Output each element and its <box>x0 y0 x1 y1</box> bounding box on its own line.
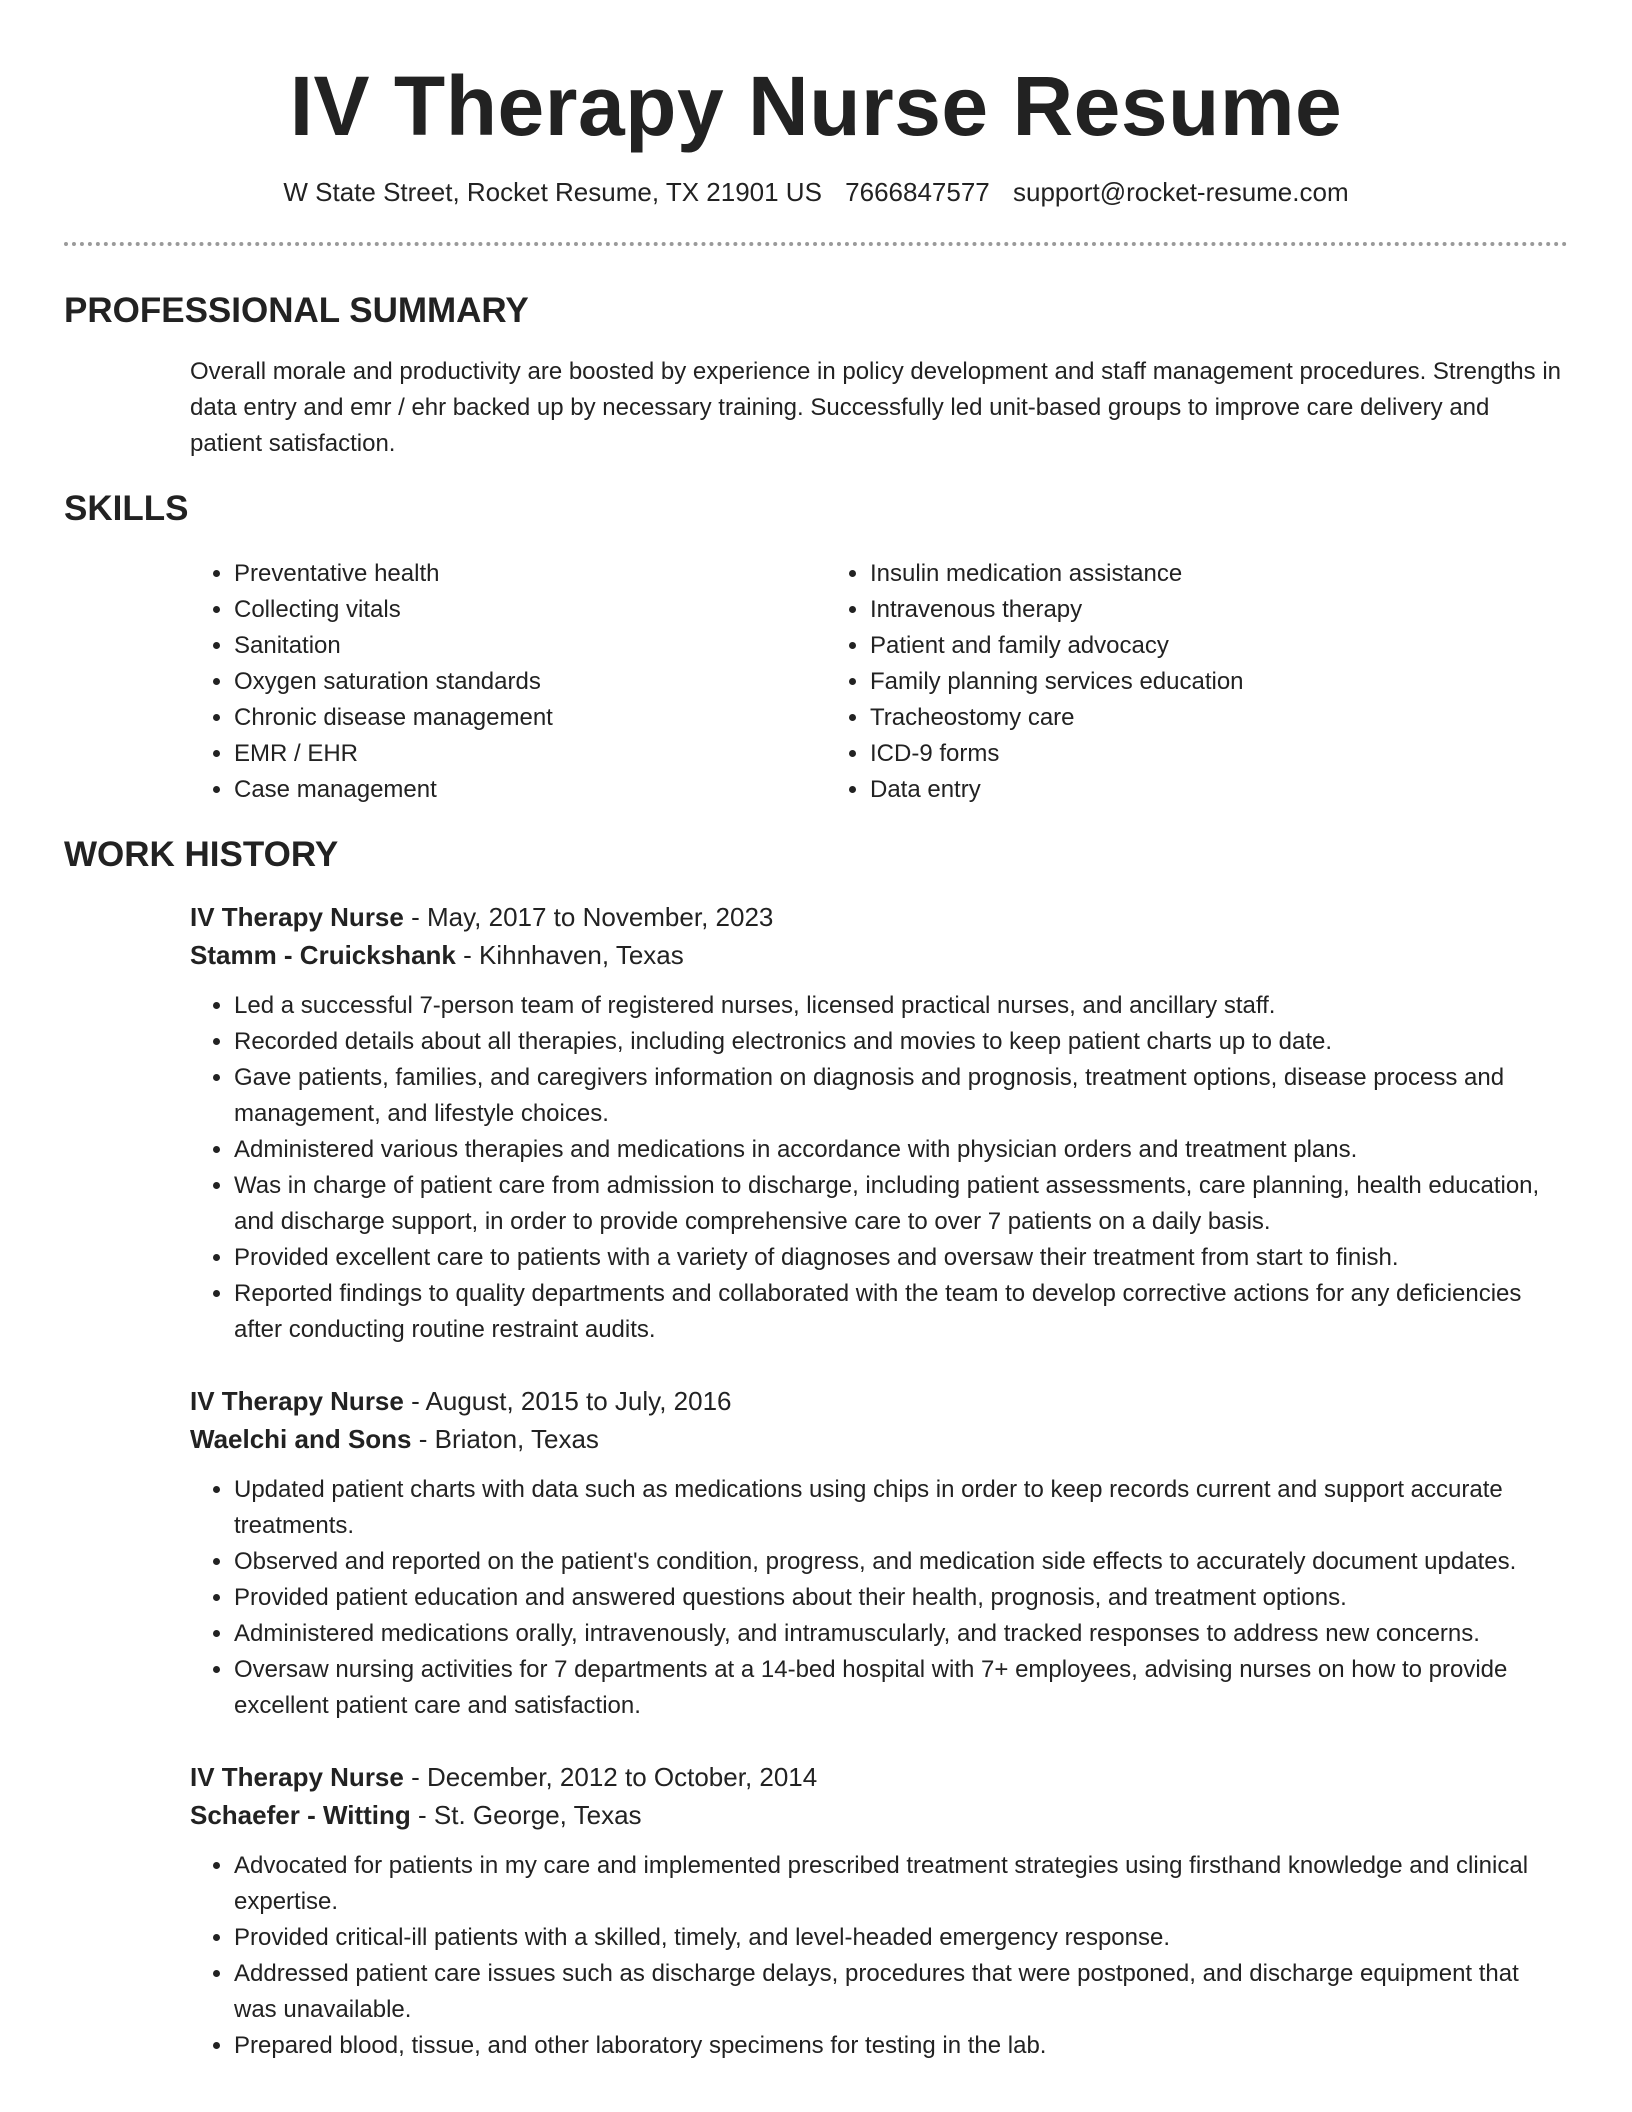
skills-list <box>190 556 1568 808</box>
job-entry <box>190 1758 1568 2064</box>
job-bullet: • Administered medications orally, intravenously, and intramuscularly, and tracked responses to address new concerns. <box>234 1616 1568 1652</box>
job-location: - St. George, Texas <box>418 1800 642 1830</box>
contact-address: W State Street, Rocket Resume, TX 21901 US <box>283 177 822 207</box>
skill-item: • Data entry <box>870 772 1568 808</box>
job-title: IV Therapy Nurse <box>190 902 404 932</box>
skills-column-right <box>826 556 1568 808</box>
skill-item: • ICD-9 forms <box>870 736 1568 772</box>
job-company: Waelchi and Sons <box>190 1424 412 1454</box>
skill-item: • Patient and family advocacy <box>870 628 1568 664</box>
job-bullets <box>190 1472 1568 1724</box>
job-bullet: • Prepared blood, tissue, and other laboratory specimens for testing in the lab. <box>234 2028 1568 2064</box>
job-bullet: • Provided patient education and answered questions about their health, prognosis, and treatment options. <box>234 1580 1568 1616</box>
skill-item: • Case management <box>234 772 826 808</box>
job-bullet: • Was in charge of patient care from admission to discharge, including patient assessments, care planning, health education, and discharge support, in order to provide comprehensive care to over 7 patients on a daily basis. <box>234 1168 1568 1240</box>
contact-phone: 7666847577 <box>845 177 990 207</box>
job-bullets <box>190 1848 1568 2064</box>
job-title: IV Therapy Nurse <box>190 1386 404 1416</box>
skill-item: • Preventative health <box>234 556 826 592</box>
job-company: Schaefer - Witting <box>190 1800 411 1830</box>
summary-heading: PROFESSIONAL SUMMARY <box>64 291 529 330</box>
job-dates: - December, 2012 to October, 2014 <box>411 1762 818 1792</box>
header-divider <box>64 242 1568 246</box>
skill-item: • Insulin medication assistance <box>870 556 1568 592</box>
job-bullet: • Recorded details about all therapies, including electronics and movies to keep patient charts up to date. <box>234 1024 1568 1060</box>
job-entry <box>190 1382 1568 1724</box>
job-title: IV Therapy Nurse <box>190 1762 404 1792</box>
contact-line <box>64 176 1568 208</box>
job-dates: - May, 2017 to November, 2023 <box>411 902 774 932</box>
job-company-line <box>190 1420 1568 1458</box>
skill-item: • Tracheostomy care <box>870 700 1568 736</box>
skill-item: • Oxygen saturation standards <box>234 664 826 700</box>
job-bullet: • Provided excellent care to patients with a variety of diagnoses and oversaw their treatment from start to finish. <box>234 1240 1568 1276</box>
job-bullet: • Reported findings to quality departments and collaborated with the team to develop corrective actions for any deficiencies after conducting routine restraint audits. <box>234 1276 1568 1348</box>
job-location: - Kihnhaven, Texas <box>463 940 684 970</box>
job-bullet: • Updated patient charts with data such as medications using chips in order to keep records current and support accurate treatments. <box>234 1472 1568 1544</box>
job-bullet: • Addressed patient care issues such as discharge delays, procedures that were postponed, and discharge equipment that was unavailable. <box>234 1956 1568 2028</box>
summary-text: Overall morale and productivity are boosted by experience in policy development and staff management procedures. Strengths in data entry and emr / ehr backed up by necessary training. Successfully led unit-based groups to improve care delivery and patient satisfaction. <box>190 358 1561 457</box>
job-bullet: • Advocated for patients in my care and implemented prescribed treatment strategies using firsthand knowledge and clinical expertise. <box>234 1848 1568 1920</box>
job-bullet: • Administered various therapies and medications in accordance with physician orders and treatment plans. <box>234 1132 1568 1168</box>
job-bullet: • Observed and reported on the patient's condition, progress, and medication side effects to accurately document updates. <box>234 1544 1568 1580</box>
job-title-line <box>190 898 1568 936</box>
job-bullet: • Gave patients, families, and caregivers information on diagnosis and prognosis, treatment options, disease process and management, and lifestyle choices. <box>234 1060 1568 1132</box>
job-company-line <box>190 1796 1568 1834</box>
skills-heading: SKILLS <box>64 489 189 528</box>
skill-item: • Chronic disease management <box>234 700 826 736</box>
skill-item: • Family planning services education <box>870 664 1568 700</box>
job-bullets <box>190 988 1568 1348</box>
job-bullet: • Provided critical-ill patients with a skilled, timely, and level-headed emergency response. <box>234 1920 1568 1956</box>
skill-item: • Collecting vitals <box>234 592 826 628</box>
work-history-heading: WORK HISTORY <box>64 835 339 874</box>
job-company: Stamm - Cruickshank <box>190 940 456 970</box>
contact-email: support@rocket-resume.com <box>1013 177 1349 207</box>
resume-title: IV Therapy Nurse Resume <box>289 59 1343 153</box>
skill-item: • Intravenous therapy <box>870 592 1568 628</box>
resume-page <box>64 0 1568 2064</box>
skills-column-left <box>190 556 826 808</box>
job-entry <box>190 898 1568 1348</box>
job-bullet: • Led a successful 7-person team of registered nurses, licensed practical nurses, and ancillary staff. <box>234 988 1568 1024</box>
skill-item: • EMR / EHR <box>234 736 826 772</box>
job-bullet: • Oversaw nursing activities for 7 departments at a 14-bed hospital with 7+ employees, advising nurses on how to provide excellent patient care and satisfaction. <box>234 1652 1568 1724</box>
job-location: - Briaton, Texas <box>418 1424 599 1454</box>
job-dates: - August, 2015 to July, 2016 <box>411 1386 732 1416</box>
job-title-line <box>190 1382 1568 1420</box>
job-title-line <box>190 1758 1568 1796</box>
skill-item: • Sanitation <box>234 628 826 664</box>
job-company-line <box>190 936 1568 974</box>
